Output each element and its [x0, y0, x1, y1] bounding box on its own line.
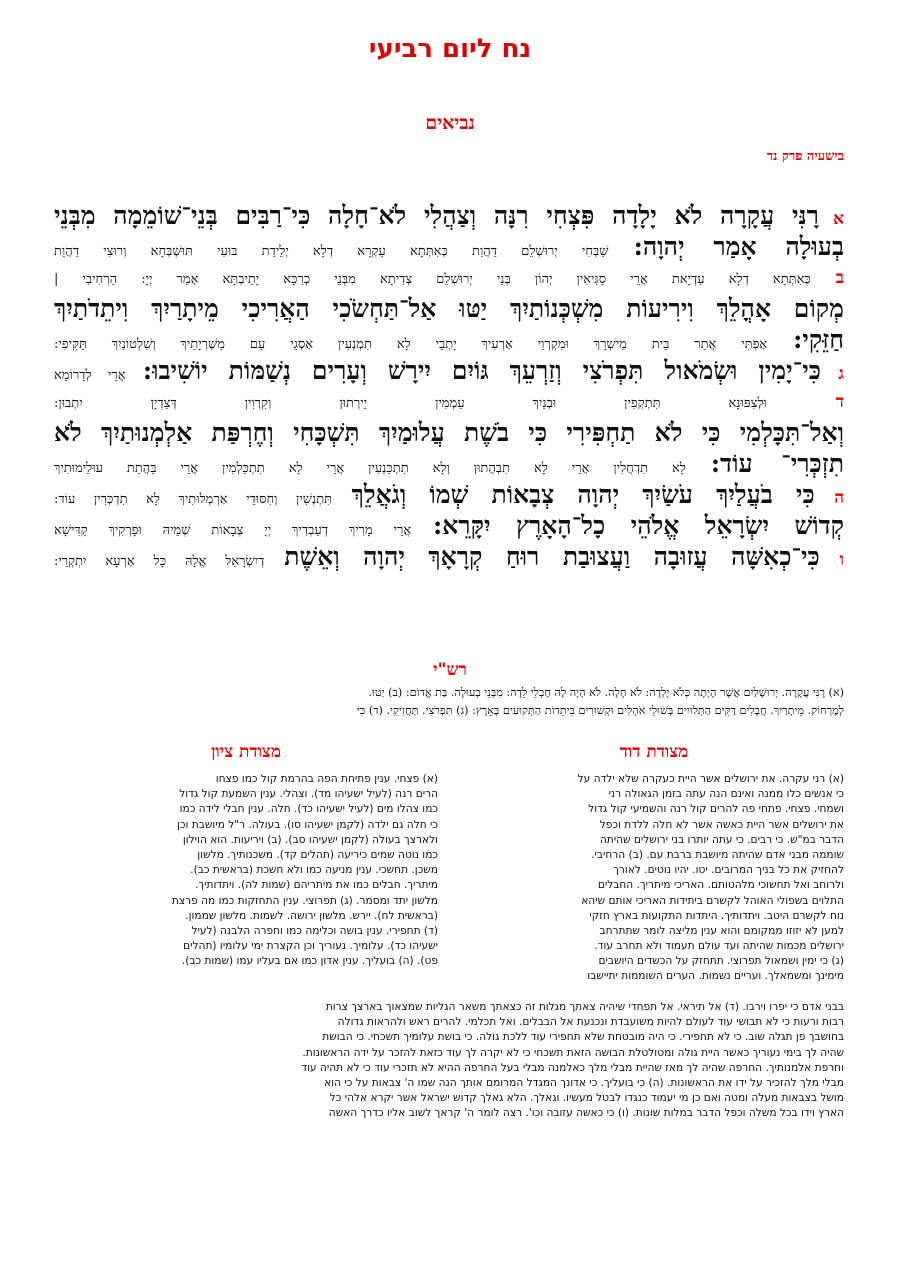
main-verse-text — [54, 200, 844, 572]
verse-text: קְדוֹשׁ יִשְׂרָאֵל אֱלֹהֵי כָל־הָאָרֶץ יִקָּרֵא: — [433, 511, 844, 540]
verse-number: ב — [835, 268, 844, 288]
metzudat-zion-line: פט). (ה) בועליך. ענין אדון כמו אם בעליו עמו (שמות כב). — [181, 955, 438, 968]
metzudat-david-line: התלוים בשפולי האוהל לקשרם ביתידות האריכי אותם שיהא — [581, 894, 844, 907]
verse-line — [54, 541, 844, 572]
targum-text: אַפְתִּי אֲתַר בֵּית מֵישְׁרָךְ וּמִקְרְוֵי אַרְעִיךְ יָתְבֵי לָא תִמְנְעִין אַסְגֵי עַם מַשְׁרְיָתֵיךְ וְשִׁלְטוֹנַיִךְ תַּקִּיפִי: — [54, 337, 768, 352]
metzudat-zion-line: (ד) תחפירי. ענין בושה וכלימה כמו וחפרה הלבנה (לעיל — [191, 924, 438, 937]
continuation-line: מבלי מלך להזכיר על ידו את הראשונות. (ה) כי בועליך. כי אדונך המגדל המרומם אותך הנה שמו ה' צבאות על כי הוא — [324, 1076, 844, 1089]
metzudat-zion-line: משכן. תחשכי. ענין מניעה כמו ולא חשכת (בראשית כב). — [190, 864, 438, 877]
continuation-line: בחושבך פן תגלה שוב. כי לא תחפירי. כי היה מובטחת שלא תחפירי עוד ללכת גולה. כי בושת עלומיך תשכחי. כי הבושת — [322, 1031, 844, 1044]
metzudat-david-continuation — [54, 1000, 844, 1122]
verse-line — [54, 231, 844, 262]
metzudat-david-line: (א) רני עקרה. את ירושלים אשר היית כעקרה שלא ילדה על — [577, 773, 844, 785]
verse-line — [54, 448, 844, 479]
metzudat-zion-line: (בראשית לח). יירש. מלשון ירושה. לשמות. מלשון שממון. — [185, 909, 438, 922]
metzudat-zion-title: מצודת ציון — [211, 742, 281, 762]
metzudat-david-line: הדבר במ"ש. כי רבים. כי עתה יותרו בני ירושלים שהיתה — [599, 833, 844, 846]
verse-line — [54, 262, 844, 293]
metzudat-zion-line: מלשון יתד ומסמר. (ג) תפרוצי. ענין התחזקות כמו מה פרצת — [171, 894, 438, 907]
continuation-line: מושל בצבאות מעלה ומטה ואם כן מי יעמוד כנגדו לבטל מעשיו. וגאלך. הלא גאלך קדוש ישראל אשר יקרא אלהי כל — [329, 1092, 844, 1105]
verse-text: כִּי־יָמִין וּשְׂמֹאול תִּפְרֹצִי וְזַרְעֵךְ גּוֹיִם יִירָשׁ וְעָרִים נְשַׁמּוֹת יוֹשִׁיבוּ: — [142, 356, 822, 385]
verse-line — [54, 479, 844, 510]
verse-line — [54, 324, 844, 355]
verse-text: כִּי־כְאִשָּׁה עֲזוּבָה וַעֲצוּבַת רוּחַ קְרָאָךְ יְהוָה וְאֵשֶׁת — [284, 542, 820, 571]
verse-number: ד — [835, 392, 844, 412]
metzudat-zion-line: כי חלה גם ילדה (לקמן ישעיהו סו). בעולה. ר"ל מיושבת וכן — [177, 818, 438, 831]
verse-text: וְאַל־תִּכָּלְמִי כִּי לֹא תַחְפִּירִי כִּי בֹשֶׁת עֲלוּמַיִךְ תִּשְׁכָּחִי וְחֶרְפַּת אַלְמְנוּתַיִךְ לֹא — [54, 418, 844, 447]
verse-line — [54, 510, 844, 541]
continuation-line: שהיה לך בימי נעוריך כאשר היית גולה ומטולטלת הבושה הזאת תשכחי כי לא יקרה לך עוד כזאת להזכר על ידה הראשונות. — [302, 1046, 844, 1059]
metzudat-david-title: מצודת דוד — [619, 742, 689, 762]
metzudat-david-line: את ירושלים אשר היית כאשה אשר לא חלה ללדת וכפל — [599, 818, 844, 831]
metzudat-zion-line: (א) פצחי. ענין פתיחת הפה בהרמת קול כמו פצחו — [215, 773, 438, 785]
targum-text: אֲרֵי מָרִיךְ דְעַבְדִיךְ יְיָ צְבָאוֹת שְׁמֵיהּ וּפָרְקִיךְ קַדִּישָׁא — [54, 523, 412, 538]
metzudat-david-line: מימינך ומשמאלך. ועריים נשמות. הערים השוממות יתיישבו — [587, 970, 844, 983]
metzudat-zion-line: כמו נוטה שמים כיריעה (תהלים קד). משכנותיך. מלשון — [197, 848, 438, 861]
metzudat-david-line: ולרוחב ואל תחשוכי מלהטותם. האריכי מיתריך. החבלים — [597, 879, 844, 892]
verse-text: רָנִּי עֲקָרָה לֹא יָלָדָה פִּצְחִי רִנָּה וְצַהֲלִי לֹא־חָלָה כִּי־רַבִּים בְּנֵי־שׁוֹמֵמָה מִבְּנֵי — [54, 201, 819, 230]
rashi-commentary — [54, 684, 844, 720]
targum-text: אֲרֵי לְדָרוֹמָא — [54, 368, 126, 383]
targum-text: לָא תִדְחֲלִין אֲרֵי לָא תִבְהֲתוּן וְלָא תִתְכַּנְעִין אֲרֵי לָא תִתְכַּלְמִין אֲרֵי בַּהֲתַת עוּלֵימוּתִיךְ — [54, 461, 686, 476]
continuation-line: וחרפת אלמנותיך. החרפה שהיה לך מאז שהיית מבלי מלך כאלמנה מבלי בעל החרפה ההיא לא תזכרי עוד כי לא תהיה עוד — [301, 1061, 844, 1074]
verse-text: כִּי בֹעֲלַיִךְ עֹשַׂיִךְ יְהוָה צְבָאוֹת שְׁמוֹ וְגֹאֲלֵךְ — [351, 480, 815, 509]
verse-text: מְקוֹם אָהֳלֵךְ וִירִיעוֹת מִשְׁכְּנוֹתַיִךְ יַטּוּ אַל־תַּחְשֹׂכִי הַאֲרִיכִי מֵיתָרַיִךְ וִיתֵדֹתַיִךְ — [54, 294, 844, 323]
verse-line — [54, 200, 844, 231]
targum-text: כְּאִתְּתָא דְלָא עַדְיָאת אֲרֵי סַגִּיאִין יְהוֹן בְּנֵי יְרוּשְׁלֵם צְדִיתָא מִבְּנֵי כְרַכָּא יָתֵיבְתָּא אָמַר יְיָ: הַרְחִיבִי | — [54, 272, 811, 287]
verse-text: בְעוּלָה אָמַר יְהוָה: — [633, 232, 844, 261]
metzudat-david-line: להחזיק את כל בניך המרובים. יטו. יהיו נוטים. לאורך — [613, 864, 844, 877]
metzudat-zion-line: הרים רנה (לעיל ישעיהו מד). וצהלי. ענין השמעת קול גדול — [179, 788, 438, 801]
metzudat-zion-line: ישעיהו כד). עלומיך. נעוריך וכן הקצרת ימי עלומיו (תהלים — [183, 940, 438, 953]
metzudat-david-column — [462, 772, 844, 985]
metzudat-david-line: (ג) כי ימין ושמאול תפרוצי. תתחזק על הכשדים היושבים — [598, 955, 844, 968]
continuation-line: רבות ורעות כי לא תבושי עוד לעולם להיות משועבדת ונכנעת אל הבבלים. ואל תכלמי. להרים ראש ולהראות גדולה — [337, 1016, 844, 1029]
verse-line — [54, 355, 844, 386]
metzudat-zion-line: כמו צהלו מים (לעיל ישעיהו כד). חלה. ענין חבלי לידה כמו — [179, 803, 438, 816]
page-title: נח ליום רביעי — [368, 34, 532, 64]
targum-text: תִּתְנְשִׁין וְחִסּוּדֵי אַרְמְלוּתִיךְ לָא תִדְכְּרִין עוֹד: — [54, 492, 333, 507]
continuation-line: בבני אדם כי יפרו וירבו. (ד) אל תיראי. אל תפחדי שיהיה צאתך מגלות זה כצאתך משאר הגליות שמצאוך בארצך צרות — [325, 1001, 844, 1013]
verse-line — [54, 417, 844, 448]
rashi-line: (א) רָנִּי עֲקָרָה. יְרוּשָׁלַיִם אֲשֶׁר הָיְתָה כְּלֹא יָלְדָה: לֹא חָלָה. לֹא הָיָה לָהּ חֶבְלֵי לֵדָה: מִבְּנֵי בְעוּלָה. בַּת אֱדוֹם: (ב) יַטּוּ. — [368, 686, 844, 699]
rashi-title: רש"י — [433, 660, 467, 680]
targum-text: דְיִשְׂרָאֵל אֱלָהּ כָּל אַרְעָא יִתְקְרֵי: — [54, 554, 265, 569]
metzudat-zion-line: מיתריך. חבלים כמו את מיתריהם (שמות לה). ויתדותיך. — [195, 879, 438, 892]
continuation-line: הארץ וידו בכל משלה וכפל הדבר במלות שונות. (ו) כי כאשה עזובה וכו'. רצה לומר ה' קראך לשוב אליו כדרך האשה — [328, 1107, 844, 1120]
verse-text: חַזֵּקִי: — [793, 325, 844, 354]
metzudat-david-line: כי אנשים כלו ממנה ואינם הנה עתה בזמן הגאולה רני — [608, 788, 844, 801]
metzudat-zion-column — [56, 772, 438, 969]
metzudat-david-line: למען לא יזוזו ממקומם והוא ענין מליצה לומר שתתרחב — [599, 924, 844, 937]
chapter-label: בישעיה פרק נד — [766, 149, 844, 164]
metzudat-david-line: שוממה מבני אדם שהיתה מיושבת ברבת עם. (ב) הרחיבי. — [591, 848, 844, 861]
metzudat-zion-line: ולארצך בעולה (לקמן ישעיהו סב). (ב) ויריעות. הוא הוילון — [182, 833, 438, 846]
rashi-line: לְמֶרְחוֹק. מֵיתָרַיִךְ. חֲבָלִים דַּקִּים הַתְּלוּיִים בְּשׁוּלֵי אֹהָלִים וּקְשׁוּרִים בִּיתֵדוֹת הַתְּקוּעִים בָּאָרֶץ: (ג) תִּפְרֹצִי. תַּחֲזִיקִי. (ד) כִּי — [356, 704, 844, 717]
verse-number: א — [833, 209, 844, 229]
verse-line — [54, 293, 844, 324]
verse-text: תִזְכְּרִי־ עוֹד: — [710, 449, 844, 478]
section-title: נביאים — [425, 112, 475, 134]
targum-text: שַׁבְּחִי יְרוּשְׁלֵם דַהֲוַת כְּאִתְּתָא עַקְרָא דְלָא יְלֵידַת בּוּעִי תּוּשְׁבְּחָא וְרוּצִי דַהֲוַת — [54, 244, 609, 259]
verse-number: ג — [838, 364, 844, 384]
metzudat-david-line: ושמחי. פצחי. פתחי פה להרים קול רנה והשמיעי קול גדול — [588, 803, 844, 816]
verse-number: ה — [834, 488, 844, 508]
verse-number: ו — [839, 550, 844, 570]
metzudat-david-line: נוח לקשרם היטב. ויתדותיך. היתדות התקועות בארץ חזקי — [589, 909, 844, 922]
metzudat-david-line: ירושלים מכמות שהיתה ועד עולם תעמוד ולא תחרב עוד. — [594, 940, 844, 953]
verse-line — [54, 386, 844, 417]
targum-text: וּלְצִפּוּנָא תִּתְקְפִין וּבְנַיִךְ עַמְמִין יֵירְתוּן וְקִרְוִין דְּצַדְיָן יִתְבוּן: — [54, 396, 767, 411]
